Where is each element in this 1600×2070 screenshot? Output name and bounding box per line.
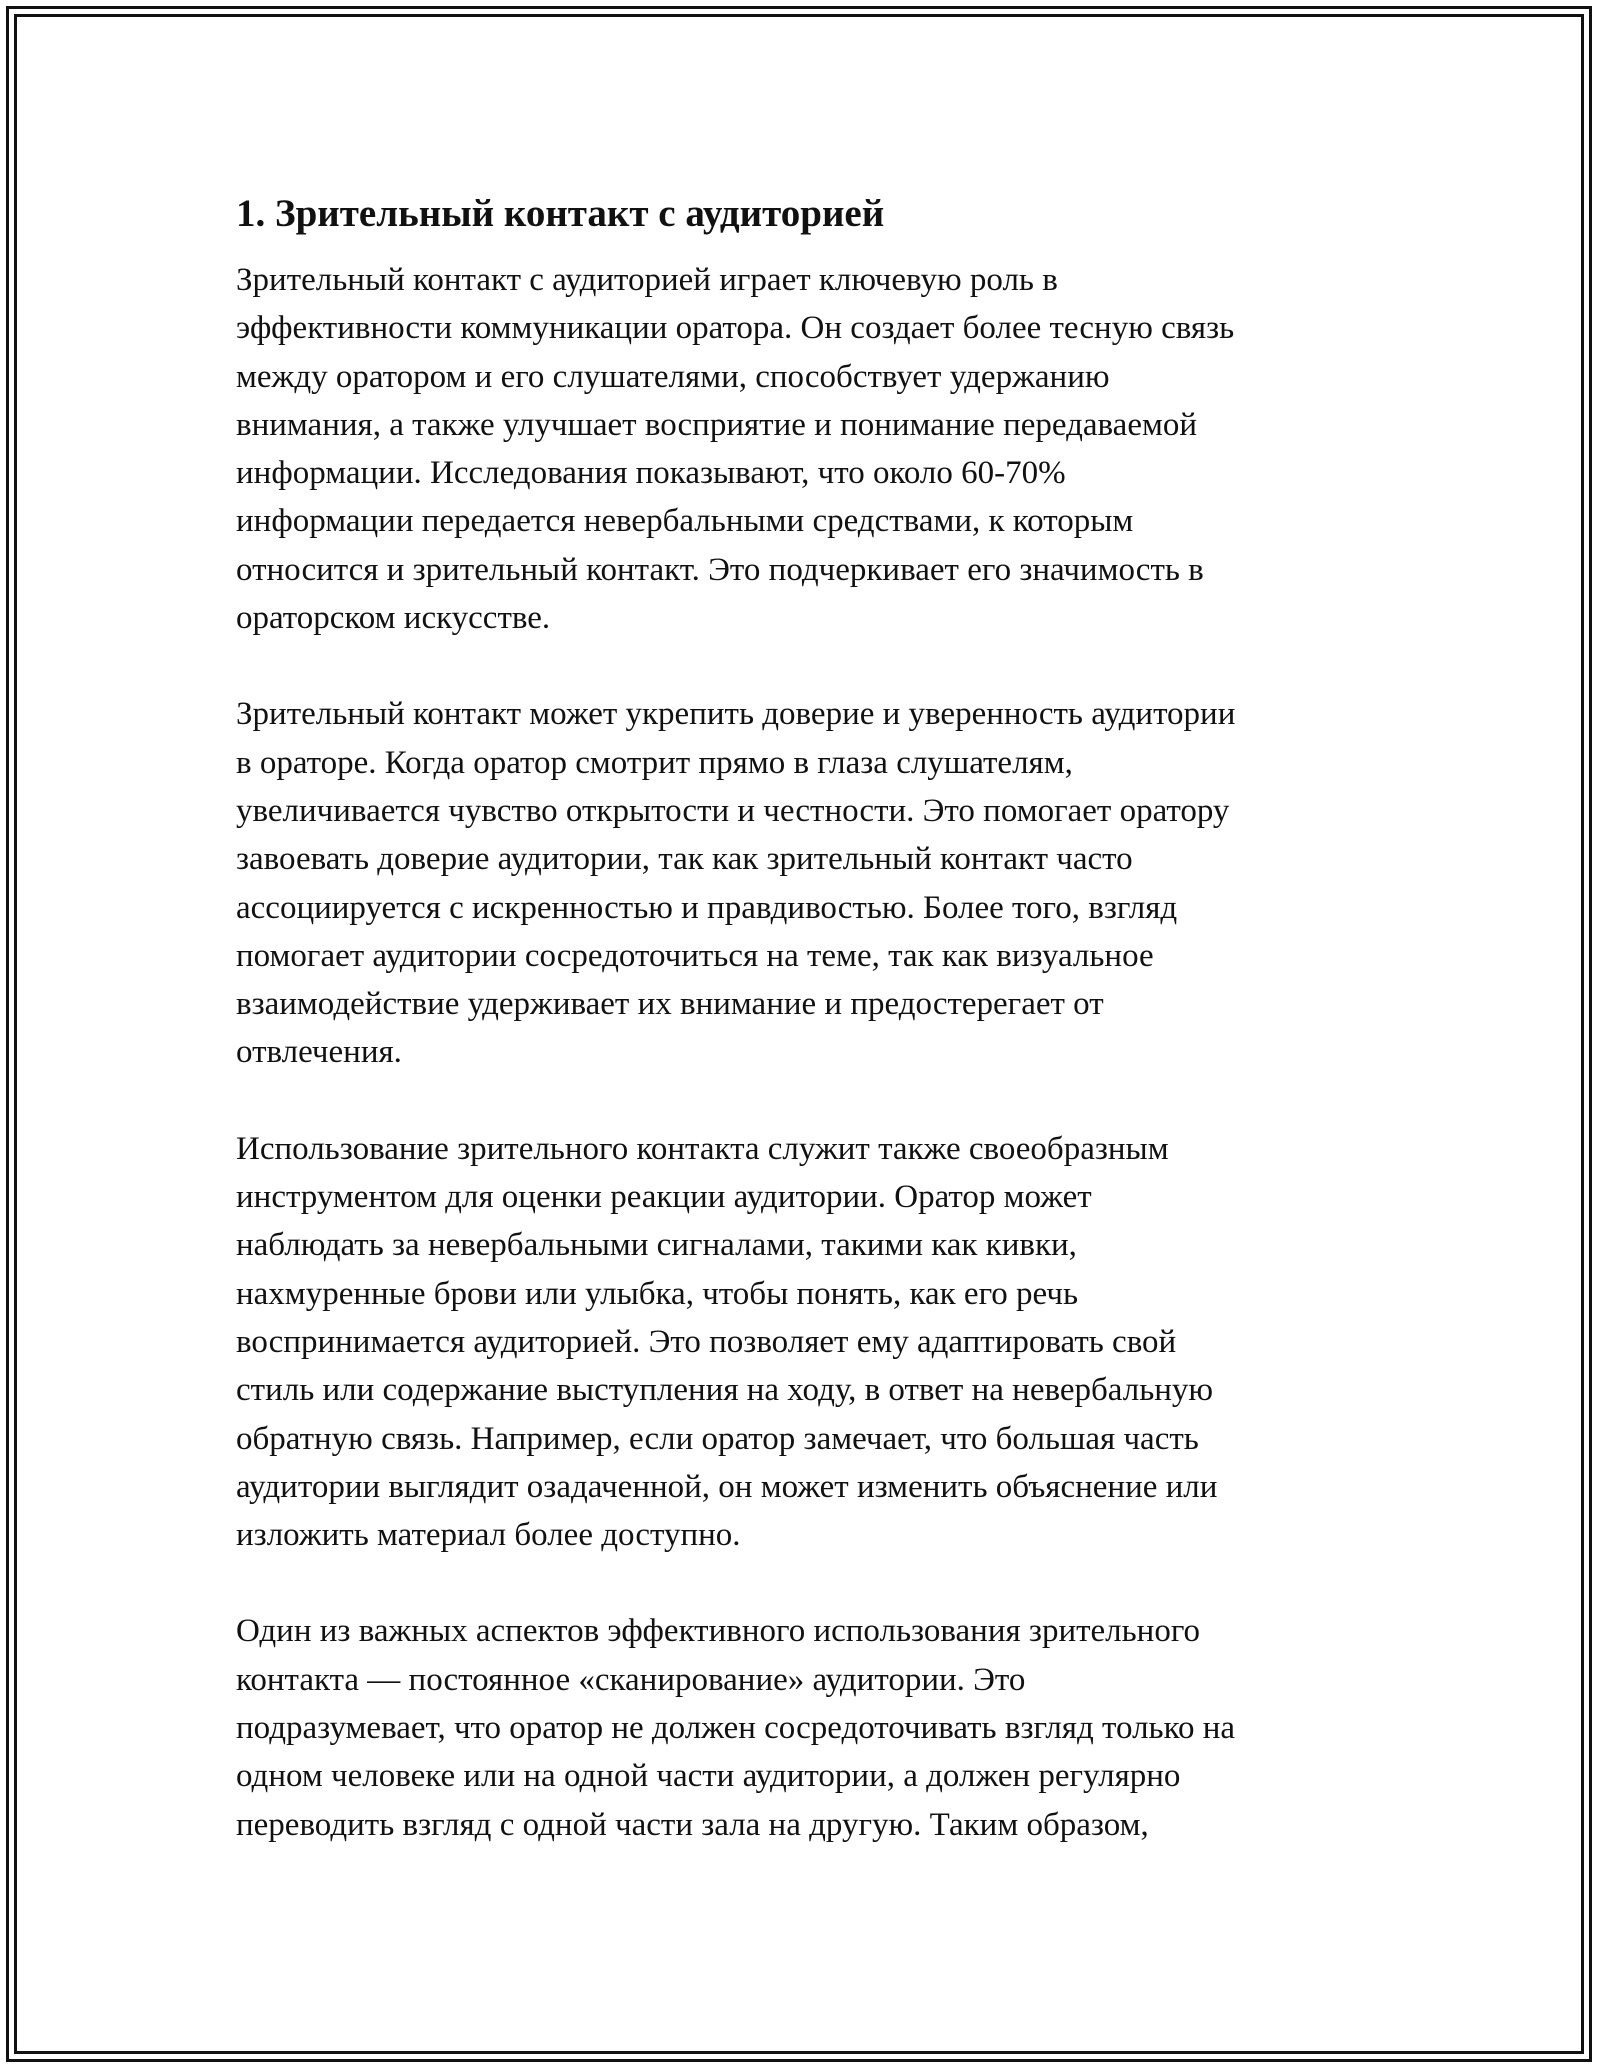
- text-line: контакта — постоянное «сканирование» аудитории. Это: [236, 1661, 1026, 1698]
- text-line: нахмуренные брови или улыбка, чтобы понять, как его речь: [236, 1275, 1079, 1312]
- text-line: внимания, а также улучшает восприятие и понимание передаваемой: [236, 406, 1198, 443]
- text-line: инструментом для оценки реакции аудитории. Оратор может: [236, 1179, 1092, 1216]
- paragraph: [236, 1607, 1366, 1848]
- text-line: в ораторе. Когда оратор смотрит прямо в глаза слушателям,: [236, 744, 1073, 781]
- text-line: одном человеке или на одной части аудитории, а должен регулярно: [236, 1758, 1181, 1795]
- text-line: помогает аудитории сосредоточиться на теме, так как визуальное: [236, 937, 1154, 974]
- text-line: увеличивается чувство открытости и честности. Это помогает оратору: [236, 792, 1230, 829]
- text-line: эффективности коммуникации оратора. Он создает более тесную связь: [236, 310, 1235, 347]
- text-line: Зрительный контакт может укрепить доверие и уверенность аудитории: [236, 696, 1236, 733]
- text-line: Один из важных аспектов эффективного использования зрительного: [236, 1613, 1201, 1650]
- text-line: Зрительный контакт с аудиторией играет ключевую роль в: [236, 262, 1058, 298]
- text-line: переводить взгляд с одной части зала на другую. Таким образом,: [236, 1806, 1149, 1843]
- text-line: Использование зрительного контакта служит также своеобразным: [236, 1130, 1169, 1167]
- text-line: аудитории выглядит озадаченной, он может изменить объяснение или: [236, 1468, 1218, 1505]
- text-line: стиль или содержание выступления на ходу, в ответ на невербальную: [236, 1372, 1214, 1409]
- text-line: взаимодействие удерживает их внимание и предостерегает от: [236, 986, 1104, 1023]
- text-line: ассоциируется с искренностью и правдивостью. Более того, взгляд: [236, 889, 1178, 926]
- text-line: информации. Исследования показывают, что около 60-70%: [236, 455, 1066, 492]
- text-line: изложить материал более доступно.: [236, 1517, 741, 1554]
- paragraph: [236, 256, 1366, 642]
- document-body: [236, 186, 1366, 1897]
- text-line: обратную связь. Например, если оратор замечает, что большая часть: [236, 1420, 1199, 1457]
- paragraph: [236, 690, 1366, 1076]
- text-line: воспринимается аудиторией. Это позволяет ему адаптировать свой: [236, 1323, 1177, 1360]
- text-line: между оратором и его слушателями, способствует удержанию: [236, 358, 1110, 395]
- text-line: информации передается невербальными средствами, к которым: [236, 503, 1134, 540]
- text-line: завоевать доверие аудитории, так как зрительный контакт часто: [236, 841, 1133, 878]
- text-line: подразумевает, что оратор не должен сосредоточивать взгляд только на: [236, 1710, 1236, 1747]
- paragraph: [236, 1125, 1366, 1560]
- text-line: относится и зрительный контакт. Это подчеркивает его значимость в: [236, 551, 1204, 588]
- section-heading: 1. Зрительный контакт с аудиторией: [236, 192, 885, 235]
- text-line: отвлечения.: [236, 1034, 402, 1071]
- text-line: наблюдать за невербальными сигналами, такими как кивки,: [236, 1227, 1077, 1264]
- text-line: ораторском искусстве.: [236, 600, 551, 637]
